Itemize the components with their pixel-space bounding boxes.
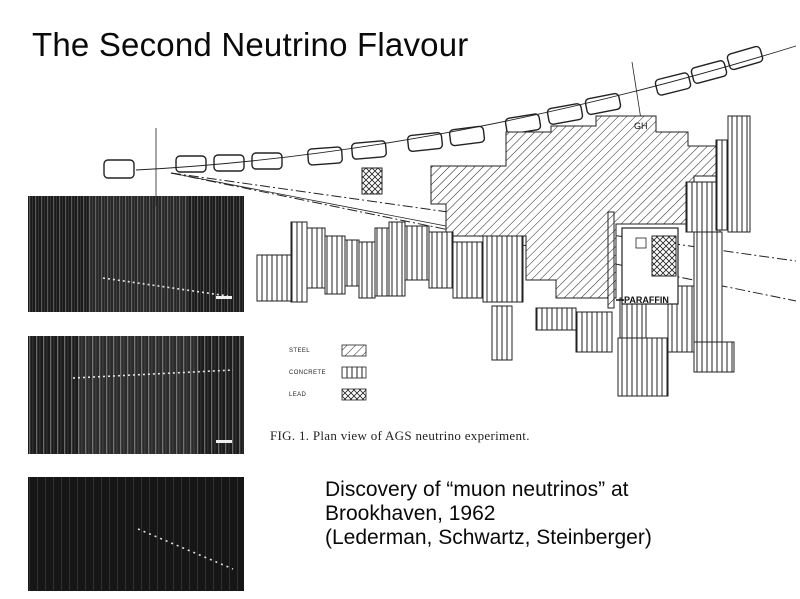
legend-lead-label: LEAD bbox=[289, 392, 307, 398]
lead-block-small bbox=[362, 168, 382, 194]
legend-steel-label: STEEL bbox=[289, 348, 311, 354]
paraffin-label: PARAFFIN bbox=[624, 295, 669, 305]
figure-caption: FIG. 1. Plan view of AGS neutrino experiment. bbox=[270, 428, 530, 443]
discovery-caption-line-2: Brookhaven, 1962 bbox=[325, 502, 496, 525]
gh-label: GH bbox=[634, 121, 648, 131]
discovery-caption-line-3: (Lederman, Schwartz, Steinberger) bbox=[325, 526, 652, 549]
legend-lead-swatch bbox=[342, 389, 366, 400]
legend-concrete-label: CONCRETE bbox=[289, 370, 326, 376]
material-legend bbox=[289, 345, 366, 400]
slide-title: The Second Neutrino Flavour bbox=[32, 26, 469, 63]
plan-view-diagram bbox=[96, 36, 800, 456]
legend-concrete-swatch bbox=[342, 367, 366, 378]
discovery-caption-line-1: Discovery of “muon neutrinos” at bbox=[325, 478, 629, 501]
spark-chamber-photo-3 bbox=[28, 477, 244, 591]
legend-steel-swatch bbox=[342, 345, 366, 356]
discovery-caption bbox=[325, 478, 652, 550]
